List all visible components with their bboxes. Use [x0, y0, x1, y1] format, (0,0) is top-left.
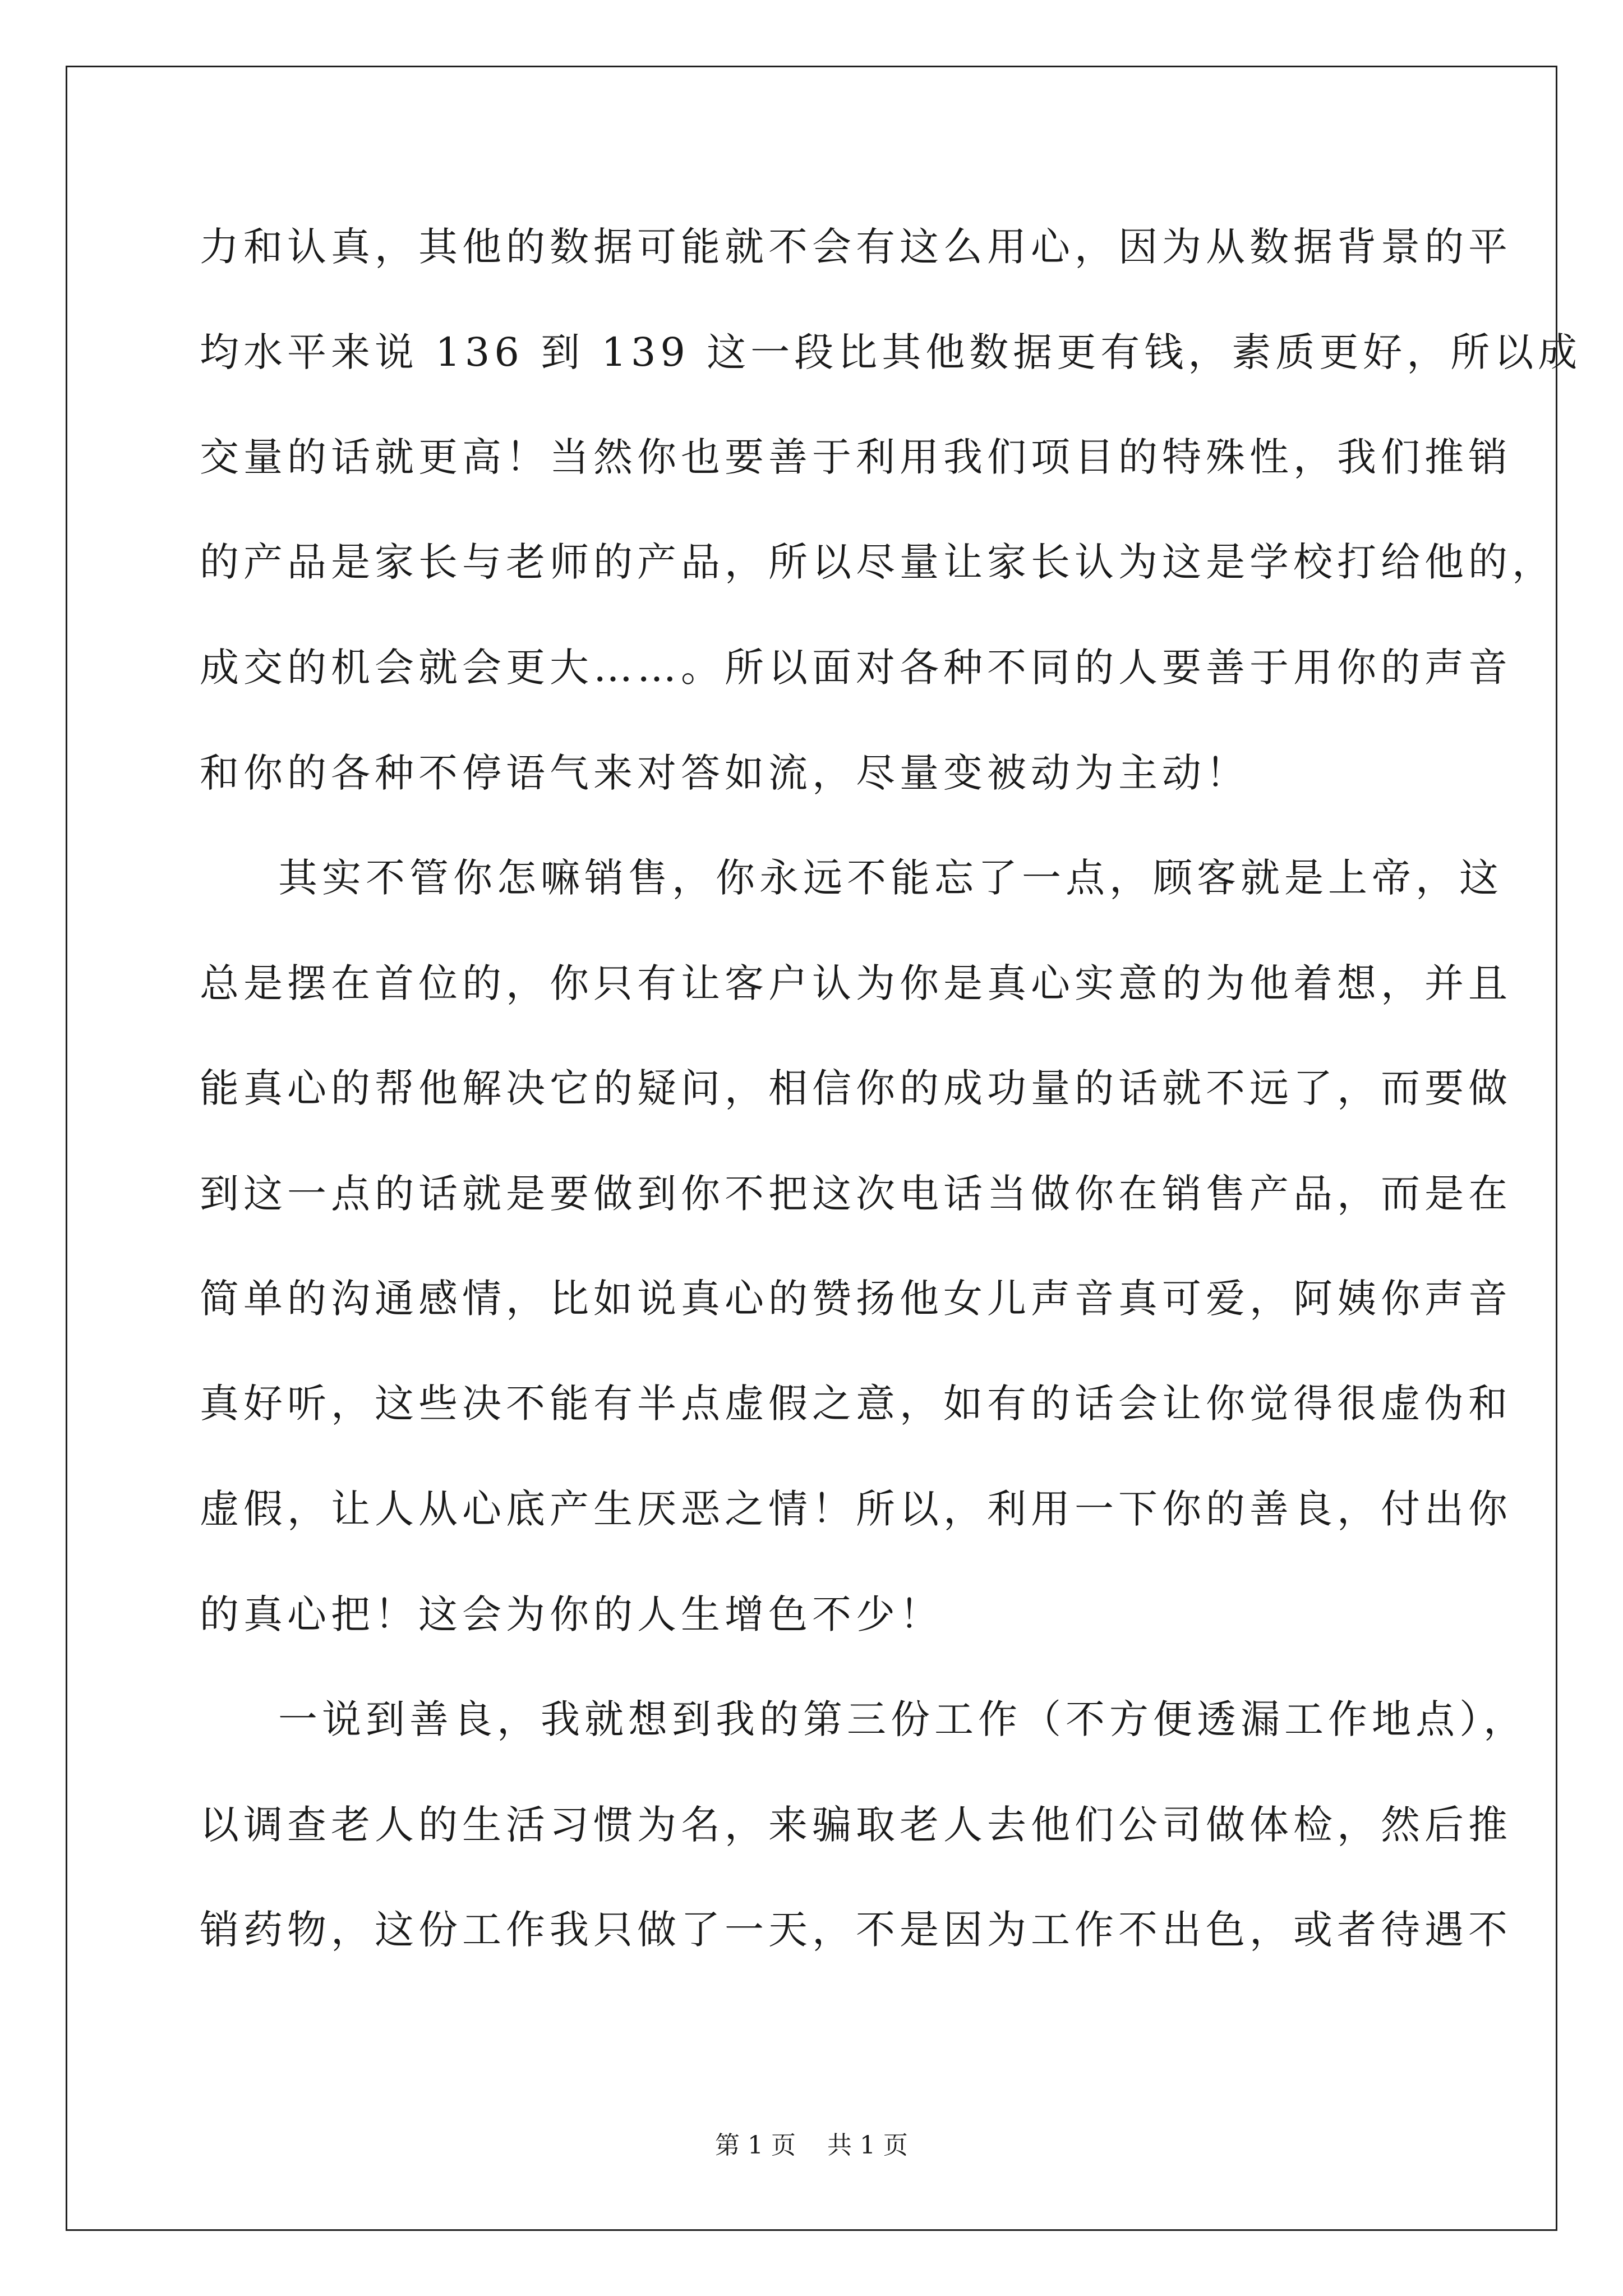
text-line: 均水平来说 136 到 139 这一段比其他数据更有钱，素质更好，所以成	[200, 329, 1582, 375]
text-line: 的真心把！这会为你的人生增色不少！	[200, 1591, 943, 1637]
text-line: 虚假，让人从心底产生厌恶之情！所以，利用一下你的善良，付出你	[200, 1486, 1512, 1532]
page-footer: 第 1 页 共 1 页	[715, 2131, 908, 2160]
text-line: 以调查老人的生活习惯为名，来骗取老人去他们公司做体检，然后推	[200, 1802, 1512, 1848]
text-line-paragraph-start: 其实不管你怎嘛销售，你永远不能忘了一点，顾客就是上帝，这	[278, 855, 1503, 901]
text-line-paragraph-start: 一说到善良，我就想到我的第三份工作（不方便透漏工作地点），	[278, 1696, 1527, 1742]
text-line: 成交的机会就会更大……。所以面对各种不同的人要善于用你的声音	[200, 645, 1512, 691]
text-line: 的产品是家长与老师的产品，所以尽量让家长认为这是学校打给他的，	[200, 539, 1556, 585]
text-line: 力和认真，其他的数据可能就不会有这么用心，因为从数据背景的平	[200, 224, 1512, 270]
text-line: 销药物，这份工作我只做了一天，不是因为工作不出色，或者待遇不	[200, 1907, 1512, 1953]
text-line: 总是摆在首位的，你只有让客户认为你是真心实意的为他着想，并且	[200, 960, 1512, 1006]
text-line: 简单的沟通感情，比如说真心的赞扬他女儿声音真可爱，阿姨你声音	[200, 1276, 1512, 1322]
text-line: 真好听，这些决不能有半点虚假之意，如有的话会让你觉得很虚伪和	[200, 1381, 1512, 1427]
text-line: 和你的各种不停语气来对答如流，尽量变被动为主动！	[200, 750, 1249, 796]
text-line: 交量的话就更高！当然你也要善于利用我们项目的特殊性，我们推销	[200, 434, 1512, 480]
text-line: 到这一点的话就是要做到你不把这次电话当做你在销售产品，而是在	[200, 1171, 1512, 1217]
text-line: 能真心的帮他解决它的疑问，相信你的成功量的话就不远了，而要做	[200, 1065, 1512, 1111]
